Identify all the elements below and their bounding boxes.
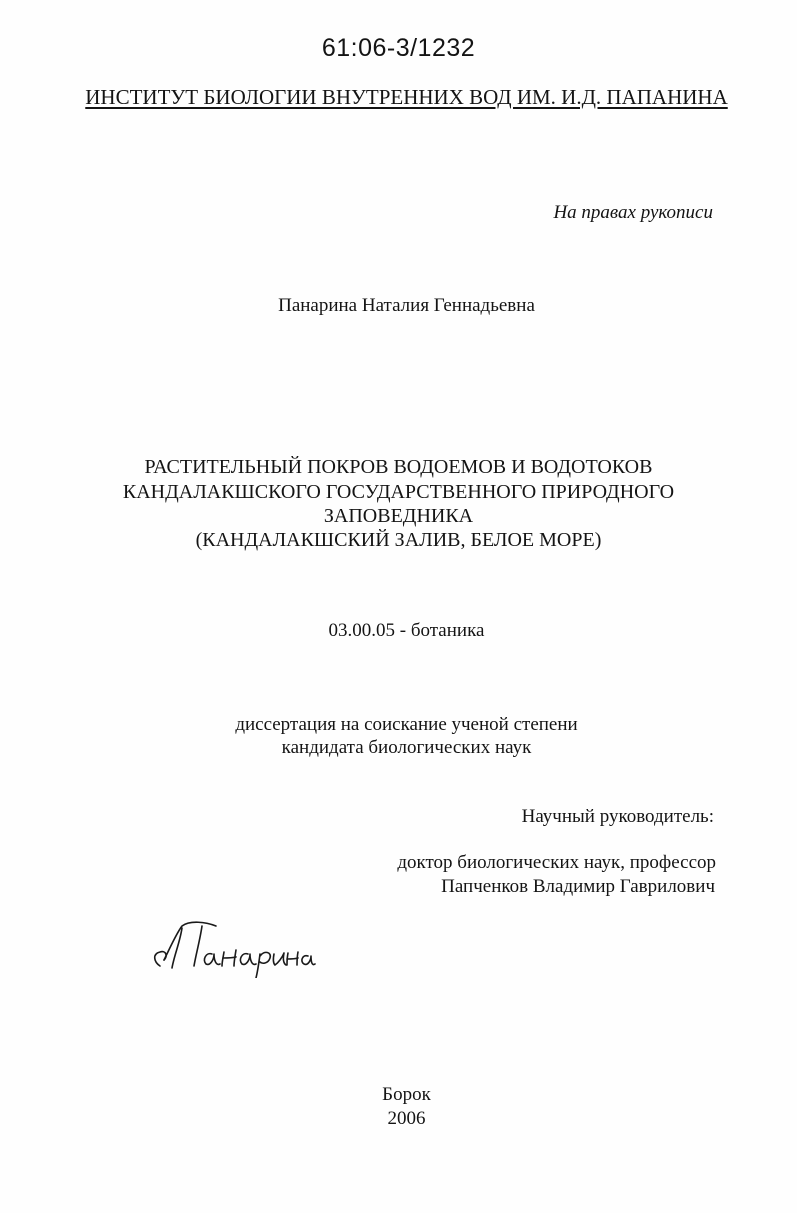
- thesis-title-line: РАСТИТЕЛЬНЫЙ ПОКРОВ ВОДОЕМОВ И ВОДОТОКОВ: [144, 456, 653, 478]
- thesis-title-line: (КАНДАЛАКШСКИЙ ЗАЛИВ, БЕЛОЕ МОРЕ): [195, 529, 602, 551]
- publication-year: 2006: [387, 1108, 426, 1129]
- thesis-title-line: ЗАПОВЕДНИКА: [323, 505, 474, 527]
- publication-place: Борок: [382, 1084, 431, 1105]
- supervisor-label: Научный руководитель:: [521, 806, 714, 827]
- dissertation-line: кандидата биологических наук: [281, 737, 532, 758]
- specialty-code: 03.00.05 - ботаника: [328, 620, 485, 641]
- archive-code: 61:06-3/1232: [321, 34, 476, 62]
- thesis-title-line: КАНДАЛАКШСКОГО ГОСУДАРСТВЕННОГО ПРИРОДНОГО: [122, 481, 675, 503]
- supervisor-name: Папченков Владимир Гаврилович: [441, 876, 715, 897]
- handwritten-signature: [146, 916, 316, 978]
- manuscript-rights: На правах рукописи: [553, 202, 713, 223]
- supervisor-title: доктор биологических наук, профессор: [397, 852, 716, 873]
- author-name: Панарина Наталия Геннадьевна: [278, 295, 535, 316]
- institute-name: ИНСТИТУТ БИОЛОГИИ ВНУТРЕННИХ ВОД ИМ. И.Д. ПАПАНИНА: [85, 85, 728, 109]
- dissertation-line: диссертация на соискание ученой степени: [235, 714, 578, 735]
